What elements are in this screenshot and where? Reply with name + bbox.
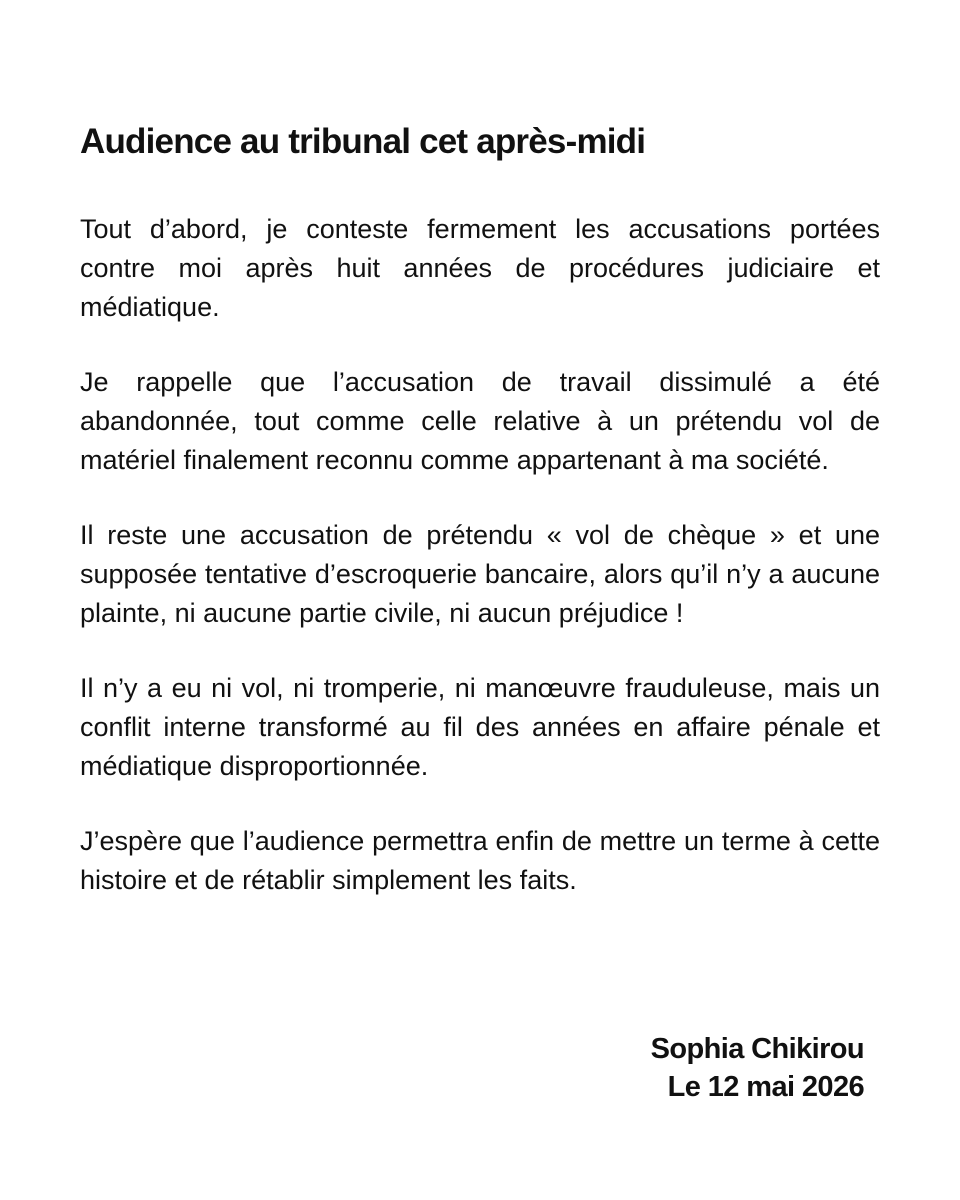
- statement-paragraph-5: J’espère que l’audience permettra enfin de mettre un terme à cette histoire et de rétablir simplement les faits.: [80, 826, 880, 895]
- statement-paragraph-2: Je rappelle que l’accusation de travail dissimulé a été abandonnée, tout comme celle relative à un prétendu vol de matériel finalement reconnu comme appartenant à ma société.: [80, 367, 880, 475]
- statement-paragraph-1: Tout d’abord, je conteste fermement les accusations portées contre moi après huit années de procédures judiciaire et médiatique.: [80, 214, 880, 322]
- statement-body: [80, 210, 880, 936]
- statement-paragraph-3: Il reste une accusation de prétendu « vol de chèque » et une supposée tentative d’escroquerie bancaire, alors qu’il n’y a aucune plainte, ni aucune partie civile, ni aucun préjudice !: [80, 520, 880, 628]
- statement-paragraph-4: Il n’y a eu ni vol, ni tromperie, ni manœuvre frauduleuse, mais un conflit interne transformé au fil des années en affaire pénale et médiatique disproportionnée.: [80, 673, 880, 781]
- signature-name: Sophia Chikirou: [650, 1033, 864, 1065]
- signature-block: [651, 1030, 864, 1106]
- document-title: Audience au tribunal cet après-midi: [80, 122, 646, 161]
- signature-date: Le 12 mai 2026: [667, 1071, 864, 1103]
